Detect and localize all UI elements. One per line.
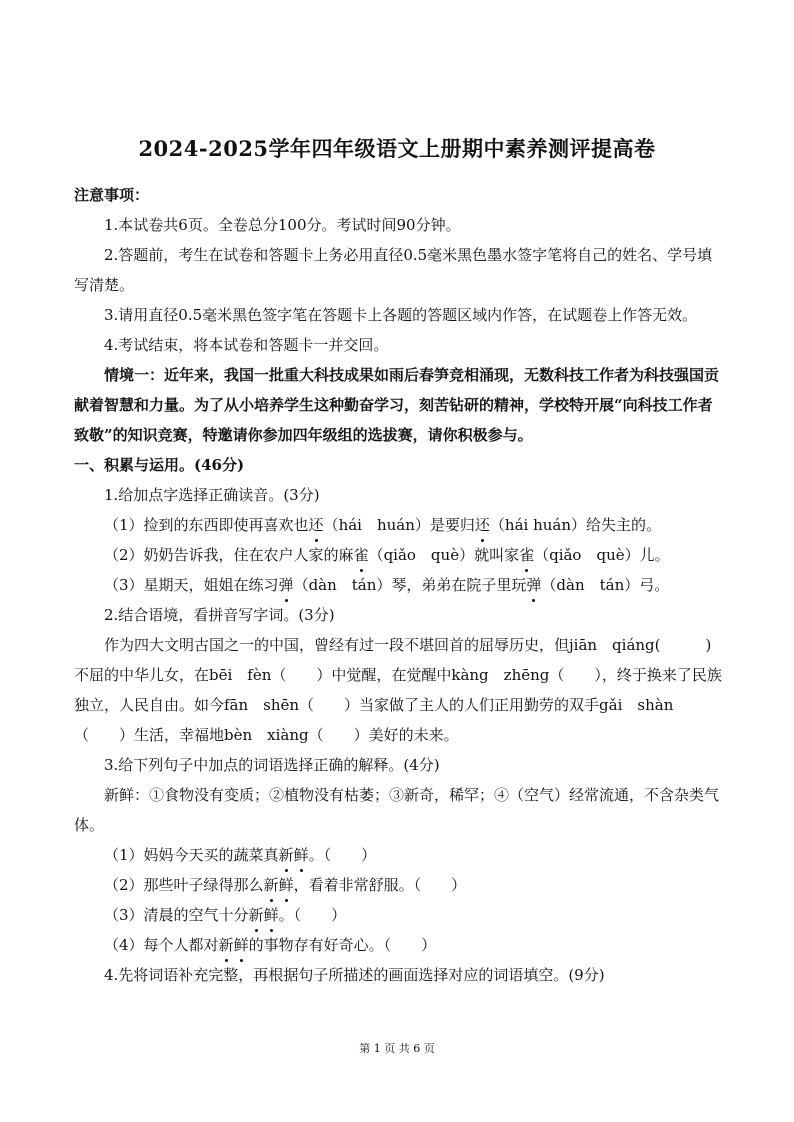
q1-text: （3）星期天，姐姐在练习: [104, 576, 279, 594]
q3-text: 的事物存有好奇心。（ ）: [248, 936, 437, 954]
page-title: 2024-2025学年四年级语文上册期中素养测评提高卷: [138, 136, 656, 161]
dotted-char: 鲜: [279, 870, 294, 900]
question-2-passage: 作为四大文明古国之一的中国，曾经有过一段不堪回首的屈辱历史，但jiān qiáng( )不屈的中华儿女，在bēi fèn（ ）中觉醒，在觉醒中kàng zhēng（ ），终于换来了民族独立，人民自由。如今fān shēn（ ）当家做了主人的人们正用勤劳的双手gǎi shàn（ ）生活，幸福地bèn xiàng（ ）美好的未来。: [74, 636, 722, 744]
notice-item-2: 2.答题前，考生在试卷和答题卡上务必用直径0.5毫米黑色墨水签字笔将自己的姓名、学号填写清楚。: [74, 246, 713, 294]
q1-text: （2）奶奶告诉我，住在农户人家的麻: [104, 546, 354, 564]
dotted-char: 新: [279, 840, 294, 870]
question-3-line-1: [74, 840, 724, 870]
question-1-line-2: [74, 540, 724, 570]
q1-text: （1）捡到的东西即使再喜欢也: [104, 516, 309, 534]
dotted-char: 还: [475, 510, 490, 540]
question-3-definition: 新鲜：①食物没有变质；②植物没有枯萎；③新奇，稀罕；④（空气）经常流通，不含杂类气体。: [74, 786, 720, 834]
q3-text: 。（ ）: [278, 906, 347, 924]
q3-text: ，看着非常舒服。（ ）: [293, 876, 467, 894]
q1-text: （qiǎo què）儿。: [534, 546, 670, 564]
dotted-char: 新: [249, 900, 264, 930]
question-3-line-4: [74, 930, 724, 960]
question-3-stem: 3.给下列句子中加点的词语选择正确的解释。(4分): [104, 756, 440, 774]
q1-text: （hái huán）给失主的。: [489, 516, 662, 534]
dotted-char: 雀: [519, 540, 534, 570]
dotted-char: 新: [219, 930, 234, 960]
dotted-char: 鲜: [264, 900, 279, 930]
q1-text: （dàn tán）琴，弟弟在院子里玩: [293, 576, 527, 594]
notice-item-4: 4.考试结束，将本试卷和答题卡一并交回。: [104, 336, 389, 354]
page-footer: 第 1 页 共 6 页: [359, 1042, 435, 1055]
q3-text: （1）妈妈今天买的蔬菜真: [104, 846, 279, 864]
q3-text: （2）那些叶子绿得那么: [104, 876, 264, 894]
dotted-char: 还: [309, 510, 324, 540]
q3-text: （3）清晨的空气十分: [104, 906, 249, 924]
dotted-char: 鲜: [294, 840, 309, 870]
dotted-char: 雀: [354, 540, 369, 570]
section-heading-1: 一、积累与运用。(46分): [74, 456, 245, 474]
q1-text: （qiǎo què）就叫家: [368, 546, 520, 564]
q1-text: （dàn tán）弓。: [541, 576, 670, 594]
notice-item-3: 3.请用直径0.5毫米黑色签字笔在答题卡上各题的答题区域内作答，在试题卷上作答无效。: [104, 306, 698, 324]
notice-heading: 注意事项：: [74, 186, 150, 204]
question-1-stem: 1.给加点字选择正确读音。(3分): [104, 486, 320, 504]
q1-text: （hái huán）是要归: [323, 516, 475, 534]
q3-text: 。（ ）: [308, 846, 377, 864]
context-paragraph: 情境一：近年来，我国一批重大科技成果如雨后春笋竞相涌现，无数科技工作者为科技强国贡献着智慧和力量。为了从小培养学生这种勤奋学习，刻苦钻研的精神，学校特开展“向科技工作者致敬”的知识竞赛，特邀请你参加四年级组的选拔赛，请你积极参与。: [74, 366, 720, 444]
dotted-char: 弹: [279, 570, 294, 600]
dotted-char: 弹: [526, 570, 541, 600]
exam-content: [74, 180, 724, 990]
notice-item-1: 1.本试卷共6页。全卷总分100分。考试时间90分钟。: [104, 216, 461, 234]
dotted-char: 新: [264, 870, 279, 900]
question-4-stem: 4.先将词语补充完整，再根据句子所描述的画面选择对应的词语填空。(9分): [104, 966, 605, 984]
dotted-char: 鲜: [234, 930, 249, 960]
q3-text: （4）每个人都对: [104, 936, 219, 954]
question-1-line-1: [74, 510, 724, 540]
question-2-stem: 2.结合语境，看拼音写字词。(3分): [104, 606, 335, 624]
question-1-line-3: [74, 570, 724, 600]
question-3-line-3: [74, 900, 724, 930]
question-3-line-2: [74, 870, 724, 900]
